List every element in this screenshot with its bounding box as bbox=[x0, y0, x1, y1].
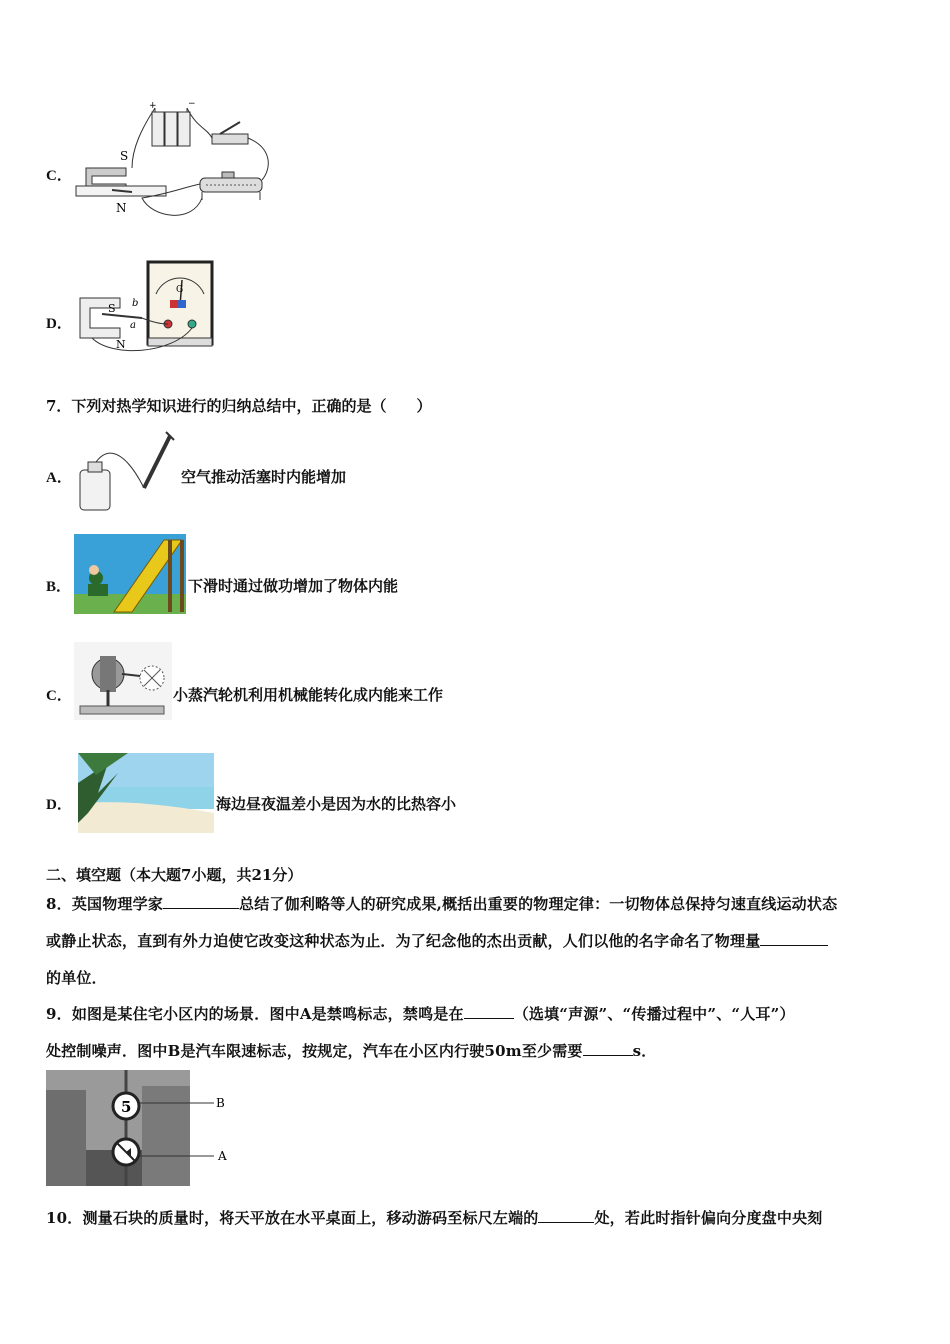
q8-text-2: 或静止状态，直到有外力迫使它改变这种状态为止．为了纪念他的杰出贡献，人们以他的名字命名了物理量 bbox=[46, 932, 761, 950]
q9-text-1b: （选填“声源”、“传播过程中”、“人耳”） bbox=[513, 1005, 795, 1023]
beach-image bbox=[78, 753, 214, 833]
q9-line-1 bbox=[46, 1003, 795, 1024]
q10-text-1a: 10．测量石块的质量时，将天平放在水平桌面上，移动游码至标尺左端的 bbox=[46, 1209, 539, 1227]
q9-text-2b: s． bbox=[632, 1042, 657, 1060]
speed-limit-value: 5 bbox=[121, 1098, 132, 1116]
q9-text-2a: 处控制噪声．图中B是汽车限速标志，按规定，汽车在小区内行驶50m至少需要 bbox=[46, 1042, 583, 1060]
galvanometer-icon bbox=[148, 262, 212, 346]
battery-minus: − bbox=[188, 99, 196, 109]
slide-image bbox=[74, 534, 186, 614]
q10-line-1 bbox=[46, 1207, 823, 1228]
magnet-s-label: S bbox=[108, 302, 116, 315]
q8-blank-1[interactable] bbox=[163, 894, 239, 909]
q7-option-c-label: C． bbox=[46, 688, 72, 704]
magnet-n-label: N bbox=[116, 201, 127, 215]
q6-option-c-figure bbox=[72, 98, 272, 230]
battery-icon bbox=[152, 108, 190, 146]
battery-plus: + bbox=[149, 101, 157, 111]
q7-option-a-text: 空气推动活塞时内能增加 bbox=[181, 468, 347, 486]
q6-option-c-label: C． bbox=[46, 168, 72, 184]
wire-a-label: a bbox=[130, 320, 136, 331]
figure-label-b: B bbox=[216, 1096, 225, 1110]
q8-blank-2[interactable] bbox=[760, 931, 828, 946]
q7-option-d-text: 海边昼夜温差小是因为水的比热容小 bbox=[216, 795, 457, 813]
bottle-pump-icon bbox=[74, 428, 180, 514]
q7-option-b-figure bbox=[74, 534, 186, 614]
magnet-s-label: S bbox=[120, 149, 129, 163]
q7-option-a-figure bbox=[74, 428, 180, 514]
q7-option-d-label: D． bbox=[46, 797, 72, 813]
switch-icon bbox=[212, 122, 248, 144]
no-horn-sign-icon bbox=[113, 1139, 139, 1165]
section-heading: 二、填空题（本大题7小题，共21分） bbox=[46, 866, 303, 884]
q9-line-2 bbox=[46, 1040, 657, 1061]
q7-option-b-text: 下滑时通过做功增加了物体内能 bbox=[188, 577, 399, 595]
rheostat-icon bbox=[200, 172, 262, 200]
q8-line-1 bbox=[46, 893, 837, 914]
q9-figure bbox=[46, 1070, 236, 1186]
q8-text-1b: 总结了伽利略等人的研究成果,概括出重要的物理定律：一切物体总保持匀速直线运动状态 bbox=[239, 895, 838, 913]
q7-option-c-text: 小蒸汽轮机利用机械能转化成内能来工作 bbox=[173, 686, 444, 704]
magnet-icon bbox=[76, 168, 166, 196]
q10-blank-1[interactable] bbox=[538, 1208, 594, 1223]
meter-g-label: G bbox=[176, 285, 184, 295]
q6-option-d-label: D． bbox=[46, 316, 72, 332]
figure-label-a: A bbox=[218, 1149, 227, 1163]
wire-b-label: b bbox=[132, 298, 139, 309]
steam-turbine-icon bbox=[74, 642, 172, 720]
q9-text-1a: 9．如图是某住宅小区内的场景．图中A是禁鸣标志，禁鸣是在 bbox=[46, 1005, 464, 1023]
q9-blank-1[interactable] bbox=[464, 1004, 514, 1019]
magnet-n-label: N bbox=[116, 338, 126, 351]
q8-line-3: 的单位． bbox=[46, 969, 107, 987]
q6-option-d-figure bbox=[72, 258, 217, 368]
q8-text-1a: 8．英国物理学家 bbox=[46, 895, 164, 913]
q7-option-d-figure bbox=[78, 753, 214, 833]
q10-text-1b: 处，若此时指针偏向分度盘中央刻 bbox=[594, 1209, 823, 1227]
q7-option-c-figure bbox=[74, 642, 172, 720]
q7-option-b-label: B． bbox=[46, 579, 72, 595]
q7-option-a-label: A． bbox=[46, 470, 72, 486]
q9-blank-2[interactable] bbox=[583, 1041, 633, 1056]
q7-stem: 7．下列对热学知识进行的归纳总结中，正确的是（ ） bbox=[46, 397, 432, 415]
q8-line-2 bbox=[46, 930, 828, 951]
